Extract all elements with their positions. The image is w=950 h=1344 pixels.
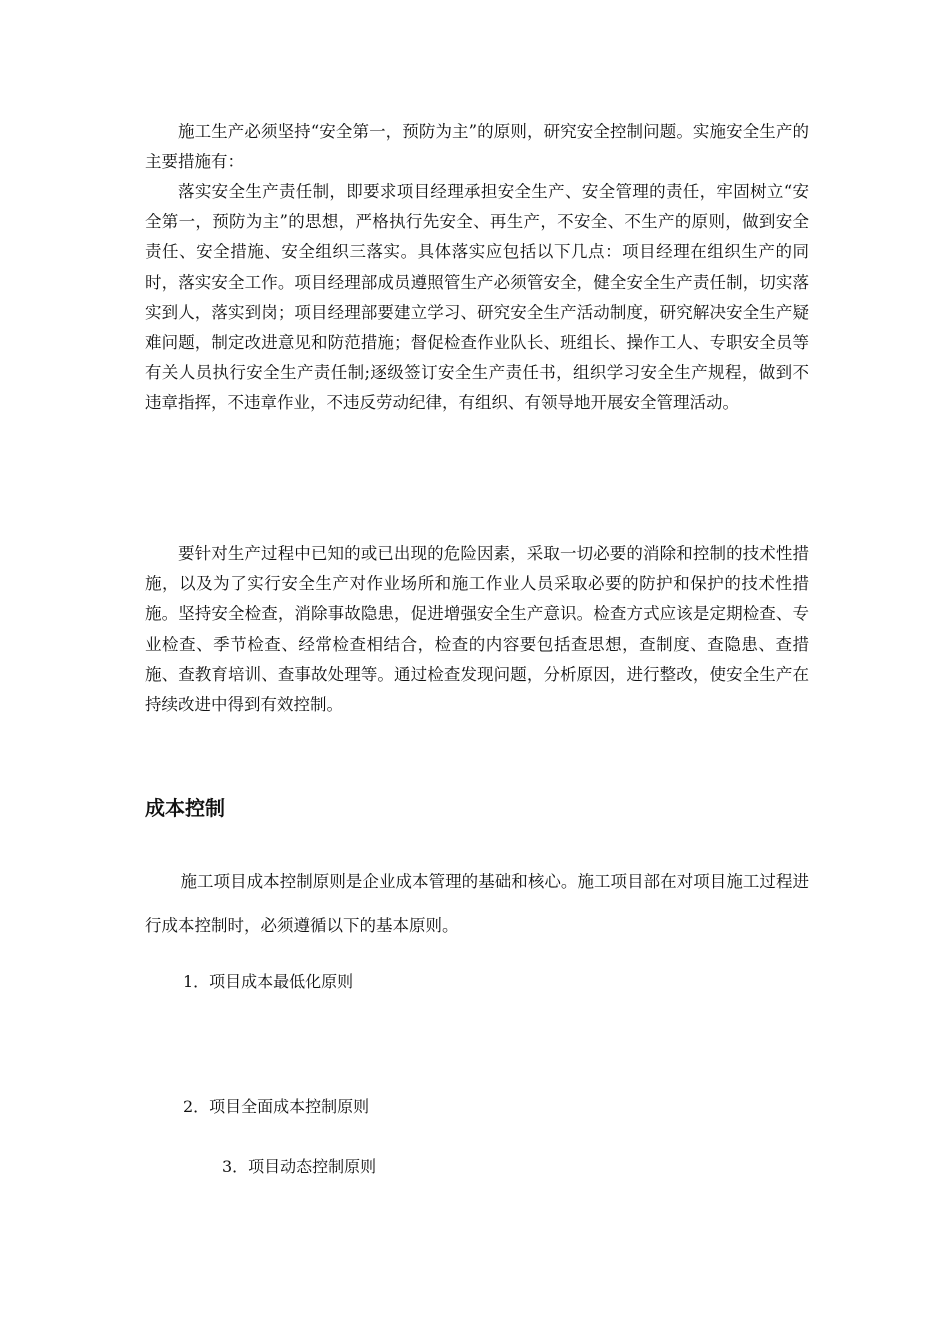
principle-item: 2．项目全面成本控制原则	[183, 1097, 370, 1116]
cost-control-paragraph: 施工项目成本控制原则是企业成本管理的基础和核心。施工项目部在对项目施工过程进行成本控制时，必须遵循以下的基本原则。	[145, 872, 809, 935]
safety-intro-paragraph: 施工生产必须坚持“安全第一，预防为主”的原则，研究安全控制问题。实施安全生产的主要措施有：	[145, 122, 809, 172]
safety-measures-paragraph: 要针对生产过程中已知的或已出现的危险因素，采取一切必要的消除和控制的技术性措施，以及为了实行安全生产对作业场所和施工作业人员采取必要的防护和保护的技术性措施。坚持安全检查，消除事故隐患，促进增强安全生产意识。检查方式应该是定期检查、专业检查、季节检查、经常检查相结合，检查的内容要包括查思想，查制度、查隐患、查措施、查教育培训、查事故处理等。通过检查发现问题，分析原因，进行整改，使安全生产在持续改进中得到有效控制。	[145, 544, 809, 715]
principle-item: 1．项目成本最低化原则	[183, 972, 354, 991]
safety-responsibility-paragraph: 落实安全生产责任制，即要求项目经理承担安全生产、安全管理的责任，牢固树立“安全第一，预防为主”的思想，严格执行先安全、再生产，不安全、不生产的原则，做到安全责任、安全措施、安全组织三落实。具体落实应包括以下几点：项目经理在组织生产的同时，落实安全工作。项目经理部成员遵照管生产必须管安全，健全安全生产责任制，切实落实到人，落实到岗；项目经理部要建立学习、研究安全生产活动制度，研究解决安全生产疑难问题，制定改进意见和防范措施；督促检查作业队长、班组长、操作工人、专职安全员等有关人员执行安全生产责任制;逐级签订安全生产责任书，组织学习安全生产规程，做到不违章指挥，不违章作业，不违反劳动纪律，有组织、有领导地开展安全管理活动。	[145, 182, 809, 413]
principle-item: 3．项目动态控制原则	[222, 1157, 377, 1176]
section-heading-cost-control: 成本控制	[145, 796, 225, 820]
